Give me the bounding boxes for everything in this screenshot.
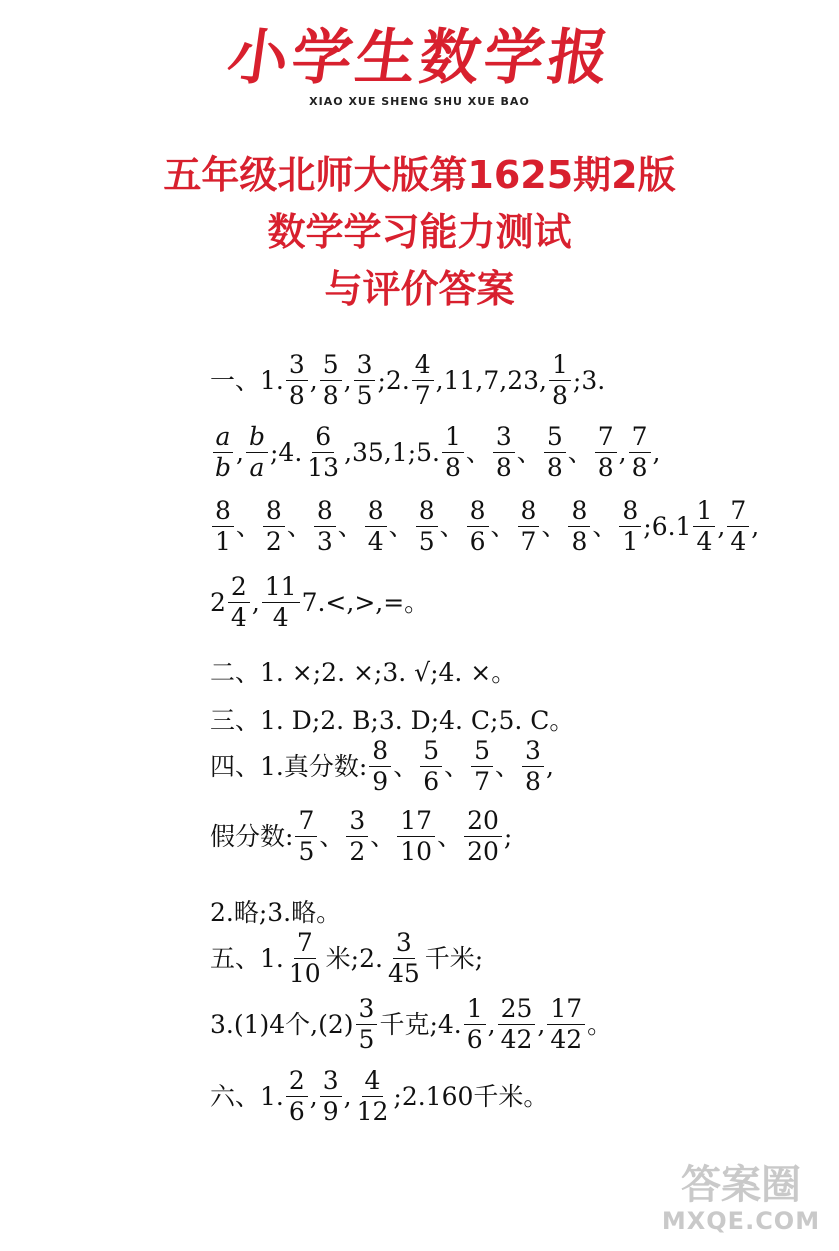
title-line-2: 数学学习能力测试: [267, 210, 572, 254]
fraction-numerator: 5: [420, 736, 442, 767]
fraction: [212, 496, 234, 557]
fraction: [314, 496, 336, 557]
answer-text: 米;2.: [325, 943, 383, 973]
fraction-numerator: b: [246, 422, 268, 453]
fraction: [522, 736, 544, 797]
fraction-denominator: 5: [298, 836, 315, 866]
logo-pinyin: XIAO XUE SHENG SHU XUE BAO: [309, 95, 530, 108]
fraction-numerator: 8: [568, 496, 590, 527]
fraction: [595, 422, 617, 483]
answer-text: 、: [592, 511, 618, 541]
answer-text: ,: [545, 751, 554, 781]
fraction: [420, 736, 442, 797]
fraction-denominator: 7: [520, 526, 537, 556]
fraction-numerator: 5: [544, 422, 566, 453]
answer-line: [210, 731, 554, 801]
newspaper-logo: [0, 22, 839, 110]
fraction: [320, 350, 342, 411]
fraction-denominator: 2: [265, 526, 282, 556]
fraction-denominator: 5: [358, 1024, 375, 1054]
fraction-numerator: 7: [727, 496, 749, 527]
fraction: [212, 422, 234, 483]
fraction-numerator: 17: [397, 806, 435, 837]
answer-line: [210, 417, 660, 487]
fraction-denominator: 6: [288, 1096, 305, 1126]
answer-text: ;3.: [572, 365, 606, 395]
fraction: [295, 806, 317, 867]
answer-line: [210, 989, 612, 1059]
fraction: [385, 928, 423, 989]
fraction: [228, 572, 250, 633]
watermark-url: MXQE.COM: [661, 1207, 821, 1235]
fraction-numerator: 1: [442, 422, 464, 453]
fraction: [412, 350, 434, 411]
fraction: [693, 496, 715, 557]
fraction-denominator: 8: [444, 452, 461, 482]
answer-text: 。: [587, 1009, 613, 1039]
fraction: [416, 496, 438, 557]
answer-text: 、: [439, 511, 465, 541]
fraction-numerator: 3: [522, 736, 544, 767]
fraction-denominator: 2: [349, 836, 366, 866]
fraction-denominator: 13: [307, 452, 340, 482]
title-line-3: 与评价答案: [324, 267, 515, 311]
fraction-denominator: a: [249, 452, 265, 482]
fraction-denominator: 1: [622, 526, 639, 556]
site-watermark: [651, 1163, 831, 1243]
fraction: [262, 572, 300, 633]
answer-text: 、: [465, 437, 491, 467]
fraction-numerator: 11: [262, 572, 300, 603]
answer-text: 二、1. ×;2. ×;3. √;4. ×。: [210, 657, 517, 687]
fraction: [286, 350, 308, 411]
logo-name: 小学生数学报: [222, 23, 617, 93]
fraction-denominator: 10: [400, 836, 433, 866]
answer-text: 、: [437, 821, 463, 851]
answer-line: [210, 801, 512, 871]
fraction-denominator: 4: [696, 526, 713, 556]
answer-text: ,: [251, 587, 260, 617]
fraction-denominator: 8: [552, 380, 568, 410]
fraction: [354, 350, 376, 411]
answer-text: 7.<,>,=。: [301, 587, 430, 617]
fraction: [442, 422, 464, 483]
answer-text: 、: [393, 751, 419, 781]
fraction: [493, 422, 515, 483]
watermark-logo: 答案圈: [681, 1162, 801, 1208]
fraction-numerator: 8: [619, 496, 641, 527]
fraction-numerator: 1: [549, 350, 571, 381]
fraction: [549, 350, 571, 411]
fraction: [629, 422, 651, 483]
fraction-denominator: 20: [467, 836, 499, 866]
fraction-denominator: 8: [525, 766, 541, 796]
answer-text: 千米;: [424, 943, 484, 973]
fraction-numerator: 5: [320, 350, 342, 381]
fraction: [369, 736, 391, 797]
fraction-numerator: 7: [595, 422, 617, 453]
answer-text: ,: [717, 511, 726, 541]
fraction-denominator: 6: [466, 1024, 483, 1054]
fraction-numerator: 17: [547, 994, 585, 1025]
fraction: [464, 806, 502, 867]
fraction-denominator: 6: [423, 766, 440, 796]
fraction: [518, 496, 540, 557]
fraction-denominator: 4: [367, 526, 384, 556]
fraction-denominator: 7: [474, 766, 491, 796]
answer-text: ;: [503, 821, 513, 851]
fraction-numerator: 3: [356, 994, 378, 1025]
fraction: [286, 1066, 308, 1127]
answer-text: 千克;4.: [379, 1009, 462, 1039]
fraction-numerator: 8: [263, 496, 285, 527]
answer-line: [210, 923, 483, 993]
answer-text: ,: [487, 1009, 496, 1039]
fraction-numerator: 8: [365, 496, 387, 527]
fraction: [397, 806, 435, 867]
fraction: [498, 994, 536, 1055]
fraction: [320, 1066, 342, 1127]
fraction-numerator: 1: [693, 496, 715, 527]
answer-text: 、: [490, 511, 516, 541]
answer-text: ,35,1;5.: [344, 437, 440, 467]
fraction: [263, 496, 285, 557]
answer-text: 六、1.: [210, 1081, 284, 1111]
fraction-numerator: 7: [295, 806, 317, 837]
answer-text: 、: [541, 511, 567, 541]
answer-text: ,: [309, 1081, 318, 1111]
fraction-denominator: 5: [356, 380, 373, 410]
fraction-numerator: 7: [294, 928, 316, 959]
answer-line: [210, 491, 759, 561]
answer-text: 、: [319, 821, 345, 851]
fraction-denominator: 7: [414, 380, 431, 410]
fraction-denominator: 42: [550, 1024, 583, 1054]
fraction-numerator: 3: [393, 928, 415, 959]
answer-line: [210, 567, 429, 637]
answer-text: 五、1.: [210, 943, 284, 973]
fraction-denominator: 8: [597, 452, 614, 482]
fraction-numerator: 2: [286, 1066, 308, 1097]
answer-text: 、: [388, 511, 414, 541]
fraction-denominator: 12: [356, 1096, 389, 1126]
fraction-denominator: 4: [272, 602, 289, 632]
answer-text: ,: [343, 1081, 352, 1111]
fraction: [471, 736, 493, 797]
fraction-denominator: 1: [215, 526, 231, 556]
answer-text: 、: [235, 511, 261, 541]
fraction-denominator: b: [215, 452, 232, 482]
fraction: [467, 496, 489, 557]
answer-text: 、: [516, 437, 542, 467]
fraction-numerator: 7: [629, 422, 651, 453]
answer-line: [210, 1061, 548, 1131]
answer-text: 假分数:: [210, 821, 294, 851]
answer-text: 、: [567, 437, 593, 467]
fraction-denominator: 9: [372, 766, 389, 796]
answer-line: [210, 345, 605, 415]
fraction: [365, 496, 387, 557]
fraction-denominator: 8: [631, 452, 648, 482]
fraction-numerator: 20: [464, 806, 502, 837]
fraction-numerator: 3: [320, 1066, 342, 1097]
answer-text: 、: [370, 821, 396, 851]
answer-text: 、: [444, 751, 470, 781]
answer-text: 、: [286, 511, 312, 541]
answer-text: 2.略;3.略。: [210, 897, 342, 927]
fraction-numerator: 1: [464, 994, 486, 1025]
answer-text: ,: [537, 1009, 546, 1039]
fraction-numerator: 3: [286, 350, 308, 381]
answer-text: ;4.: [269, 437, 303, 467]
fraction: [286, 928, 324, 989]
fraction-denominator: 4: [730, 526, 747, 556]
answer-text: ;2.: [377, 365, 410, 395]
answer-text: 三、1. D;2. B;3. D;4. C;5. C。: [210, 705, 575, 735]
fraction-numerator: 2: [228, 572, 250, 603]
fraction: [356, 994, 378, 1055]
answer-text: 3.(1)4个,(2): [210, 1009, 354, 1039]
answer-text: ,: [236, 437, 244, 467]
fraction-denominator: 8: [288, 380, 305, 410]
fraction-denominator: 8: [571, 526, 588, 556]
fraction: [464, 994, 486, 1055]
fraction: [304, 422, 342, 483]
fraction: [544, 422, 566, 483]
fraction-numerator: 8: [467, 496, 489, 527]
fraction: [346, 806, 368, 867]
fraction-denominator: 9: [322, 1096, 339, 1126]
fraction: [727, 496, 749, 557]
fraction-numerator: 25: [498, 994, 536, 1025]
fraction: [568, 496, 590, 557]
answer-text: ;6.1: [643, 511, 692, 541]
fraction-numerator: 8: [369, 736, 391, 767]
fraction-numerator: 8: [212, 496, 234, 527]
answer-text: 2: [210, 587, 226, 617]
answer-text: 、: [495, 751, 521, 781]
fraction-numerator: 3: [346, 806, 368, 837]
fraction-denominator: 5: [418, 526, 435, 556]
fraction-numerator: 6: [312, 422, 334, 453]
answer-text: 四、1.真分数:: [210, 751, 368, 781]
fraction-denominator: 4: [230, 602, 247, 632]
answer-text: ,: [751, 511, 760, 541]
fraction-numerator: 4: [362, 1066, 384, 1097]
answer-text: 一、1.: [210, 365, 284, 395]
fraction: [619, 496, 641, 557]
fraction-numerator: 5: [471, 736, 493, 767]
fraction-denominator: 3: [316, 526, 333, 556]
fraction-numerator: 8: [518, 496, 540, 527]
fraction-denominator: 42: [500, 1024, 533, 1054]
fraction: [246, 422, 268, 483]
answer-text: ,: [618, 437, 627, 467]
fraction-denominator: 8: [495, 452, 512, 482]
fraction-numerator: 8: [416, 496, 438, 527]
answer-text: ,: [309, 365, 318, 395]
title-line-1: 五年级北师大版第1625期2版: [163, 153, 676, 197]
answer-text: ,: [652, 437, 661, 467]
fraction-denominator: 45: [387, 958, 420, 988]
fraction-numerator: a: [213, 422, 234, 453]
fraction: [547, 994, 585, 1055]
fraction-numerator: 8: [314, 496, 336, 527]
answer-text: ,: [343, 365, 352, 395]
fraction-denominator: 8: [322, 380, 339, 410]
answer-text: 、: [337, 511, 363, 541]
fraction-denominator: 6: [469, 526, 486, 556]
fraction-numerator: 4: [412, 350, 434, 381]
fraction-denominator: 8: [546, 452, 563, 482]
fraction-numerator: 3: [354, 350, 376, 381]
fraction: [354, 1066, 392, 1127]
answer-text: ,11,7,23,: [435, 365, 547, 395]
fraction-numerator: 3: [493, 422, 515, 453]
answer-text: ;2.160千米。: [393, 1081, 549, 1111]
fraction-denominator: 10: [288, 958, 321, 988]
